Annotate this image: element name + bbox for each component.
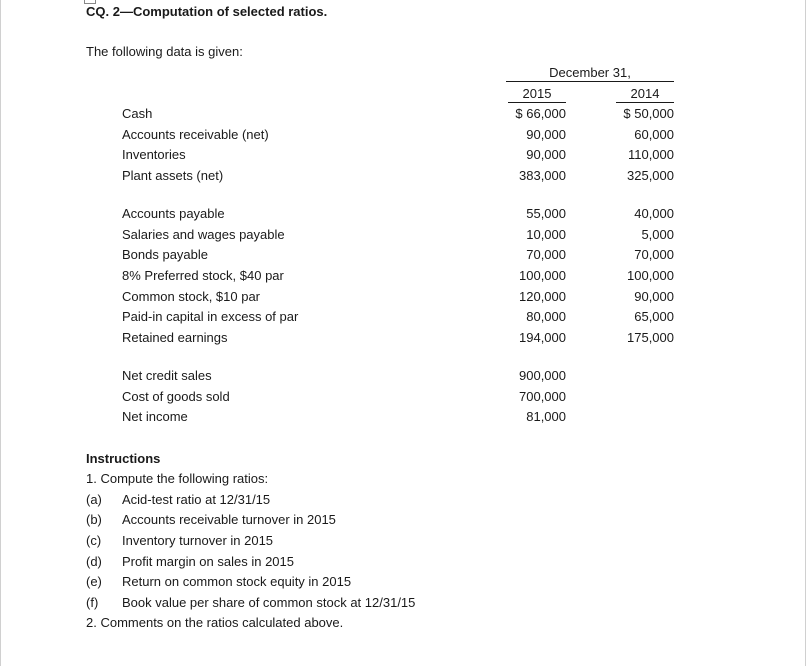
- intro-text: The following data is given:: [86, 44, 243, 59]
- table-row: [0, 247, 806, 267]
- row-label: Retained earnings: [122, 330, 228, 345]
- item-text: Book value per share of common stock at 12/31/15: [122, 595, 416, 610]
- value-2015: $ 66,000: [515, 106, 566, 121]
- page-title: CQ. 2—Computation of selected ratios.: [86, 4, 328, 19]
- row-label: Cost of goods sold: [122, 389, 230, 404]
- table-row: [0, 309, 806, 329]
- value-2014: 175,000: [627, 330, 674, 345]
- table-row: [0, 206, 806, 226]
- item-text: Acid-test ratio at 12/31/15: [122, 492, 271, 507]
- item-tag: (c): [86, 533, 102, 548]
- row-label: Accounts receivable (net): [122, 127, 269, 142]
- item-tag: (d): [86, 554, 102, 569]
- value-2014: 65,000: [634, 309, 674, 324]
- table-row: [0, 409, 806, 429]
- list-item: [0, 533, 600, 553]
- table-row: [0, 389, 806, 409]
- value-2015: 90,000: [526, 127, 566, 142]
- value-2014: $ 50,000: [623, 106, 674, 121]
- value-2014: 90,000: [634, 289, 674, 304]
- row-label: Cash: [122, 106, 153, 121]
- list-item: [0, 574, 600, 594]
- value-2015: 90,000: [526, 147, 566, 162]
- item-tag: (f): [86, 595, 99, 610]
- list-item: [0, 554, 600, 574]
- table-row: [0, 127, 806, 147]
- row-label: Salaries and wages payable: [122, 227, 285, 242]
- item-text: Profit margin on sales in 2015: [122, 554, 294, 569]
- value-2014: 70,000: [634, 247, 674, 262]
- instruction-line-1: 1. Compute the following ratios:: [86, 471, 269, 486]
- list-item: [0, 512, 600, 532]
- header-year-2014: 2014: [616, 86, 674, 103]
- item-tag: (b): [86, 512, 102, 527]
- value-2014: 40,000: [634, 206, 674, 221]
- table-row: [0, 330, 806, 350]
- instruction-line-2: 2. Comments on the ratios calculated above.: [86, 615, 344, 630]
- instructions-heading: Instructions: [86, 451, 161, 466]
- table-row: [0, 268, 806, 288]
- value-2015: 700,000: [519, 389, 566, 404]
- value-2014: 5,000: [641, 227, 674, 242]
- row-label: Bonds payable: [122, 247, 209, 262]
- list-item: [0, 595, 600, 615]
- item-text: Return on common stock equity in 2015: [122, 574, 352, 589]
- row-label: Plant assets (net): [122, 168, 224, 183]
- item-text: Inventory turnover in 2015: [122, 533, 274, 548]
- row-label: Net income: [122, 409, 188, 424]
- table-row: [0, 227, 806, 247]
- row-label: Inventories: [122, 147, 186, 162]
- item-tag: (e): [86, 574, 102, 589]
- value-2014: 60,000: [634, 127, 674, 142]
- value-2014: 100,000: [627, 268, 674, 283]
- row-label: 8% Preferred stock, $40 par: [122, 268, 284, 283]
- value-2015: 81,000: [526, 409, 566, 424]
- value-2015: 120,000: [519, 289, 566, 304]
- row-label: Accounts payable: [122, 206, 225, 221]
- value-2015: 55,000: [526, 206, 566, 221]
- list-item: [0, 492, 600, 512]
- table-row: [0, 289, 806, 309]
- value-2015: 100,000: [519, 268, 566, 283]
- table-row: [0, 368, 806, 388]
- value-2015: 194,000: [519, 330, 566, 345]
- table-row: [0, 106, 806, 126]
- value-2014: 325,000: [627, 168, 674, 183]
- table-row: [0, 168, 806, 188]
- row-label: Net credit sales: [122, 368, 212, 383]
- item-text: Accounts receivable turnover in 2015: [122, 512, 336, 527]
- row-label: Common stock, $10 par: [122, 289, 261, 304]
- header-date: December 31,: [506, 65, 674, 82]
- row-label: Paid-in capital in excess of par: [122, 309, 299, 324]
- value-2015: 70,000: [526, 247, 566, 262]
- value-2014: 110,000: [627, 147, 674, 162]
- value-2015: 10,000: [526, 227, 566, 242]
- table-row: [0, 147, 806, 167]
- header-year-2015: 2015: [508, 86, 566, 103]
- value-2015: 383,000: [519, 168, 566, 183]
- item-tag: (a): [86, 492, 102, 507]
- value-2015: 80,000: [526, 309, 566, 324]
- value-2015: 900,000: [519, 368, 566, 383]
